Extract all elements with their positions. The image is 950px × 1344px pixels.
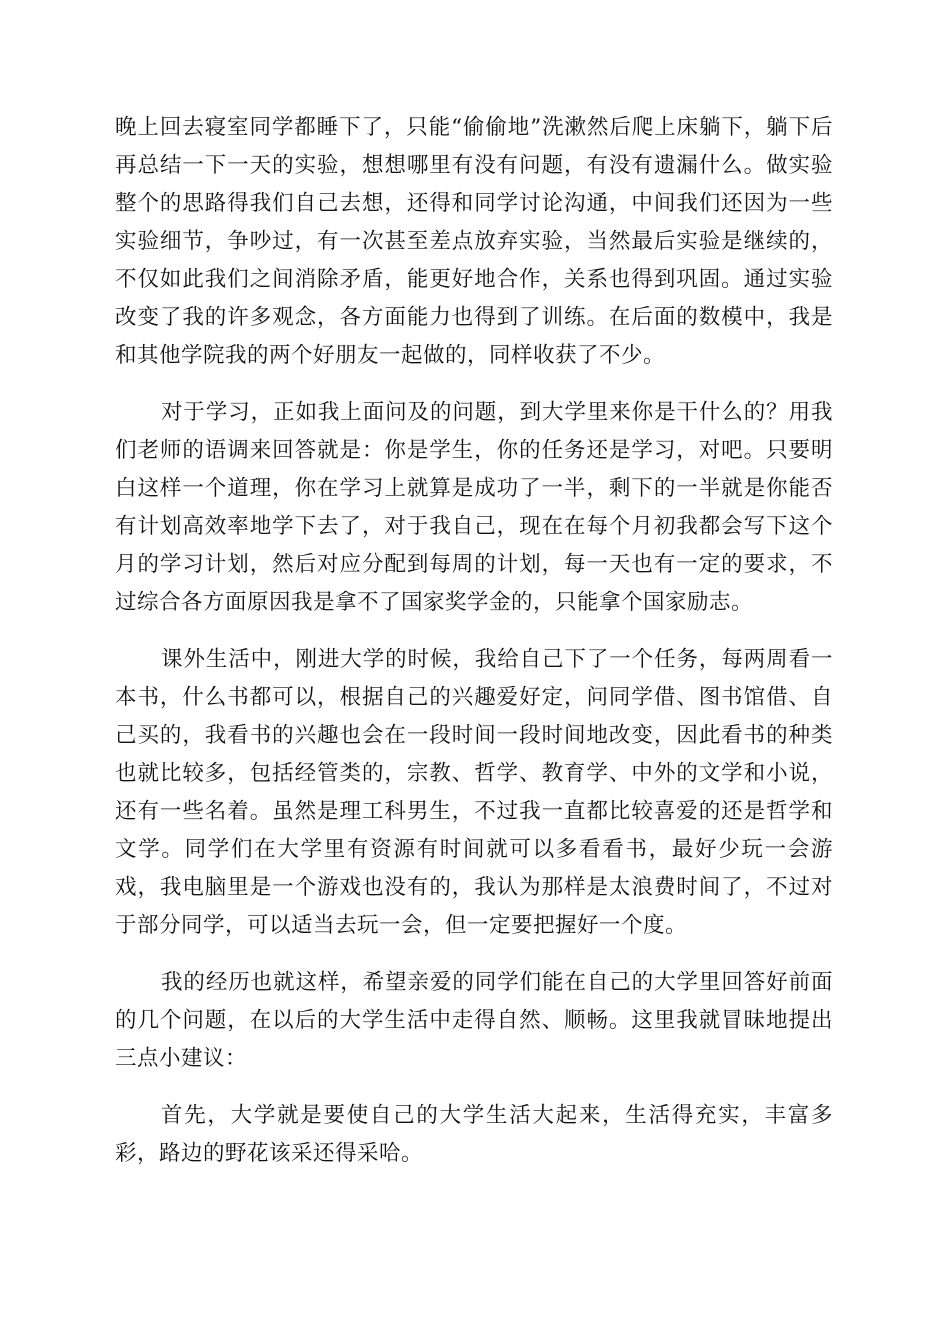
paragraph-continued: 晚上回去寝室同学都睡下了，只能“偷偷地”洗漱然后爬上床躺下，躺下后再总结一下一天的实验，想想哪里有没有问题，有没有遗漏什么。做实验整个的思路得我们自己去想，还得和同学讨论沟通，中间我们还因为一些实验细节，争吵过，有一次甚至差点放弃实验，当然最后实验是继续的，不仅如此我们之间消除矛盾，能更好地合作，关系也得到巩固。通过实验改变了我的许多观念，各方面能力也得到了训练。在后面的数模中，我是和其他学院我的两个好朋友一起做的，同样收获了不少。 [115,115,833,368]
paragraph-extracurricular: 课外生活中，刚进大学的时候，我给自己下了一个任务，每两周看一本书，什么书都可以，根据自己的兴趣爱好定，问同学借、图书馆借、自己买的，我看书的兴趣也会在一段时间一段时间地改变，因此看书的种类也就比较多，包括经管类的，宗教、哲学、教育学、中外的文学和小说，还有一些名着。虽然是理工科男生，不过我一直都比较喜爱的还是哲学和文学。同学们在大学里有资源有时间就可以多看看书，最好少玩一会游戏，我电脑里是一个游戏也没有的，我认为那样是太浪费时间了，不过对于部分同学，可以适当去玩一会，但一定要把握好一个度。 [115,647,833,938]
paragraph-experience: 我的经历也就这样，希望亲爱的同学们能在自己的大学里回答好前面的几个问题，在以后的大学生活中走得自然、顺畅。这里我就冒昧地提出三点小建议： [115,970,833,1071]
document-body [115,109,833,1192]
paragraph-first-suggestion: 首先，大学就是要使自己的大学生活大起来，生活得充实，丰富多彩，路边的野花该采还得采哈。 [115,1103,833,1166]
paragraph-study: 对于学习，正如我上面问及的问题，到大学里来你是干什么的？用我们老师的语调来回答就是：你是学生，你的任务还是学习，对吧。只要明白这样一个道理，你在学习上就算是成功了一半，剩下的一半就是你能否有计划高效率地学下去了，对于我自己，现在在每个月初我都会写下这个月的学习计划，然后对应分配到每周的计划，每一天也有一定的要求，不过综合各方面原因我是拿不了国家奖学金的，只能拿个国家励志。 [115,400,833,615]
